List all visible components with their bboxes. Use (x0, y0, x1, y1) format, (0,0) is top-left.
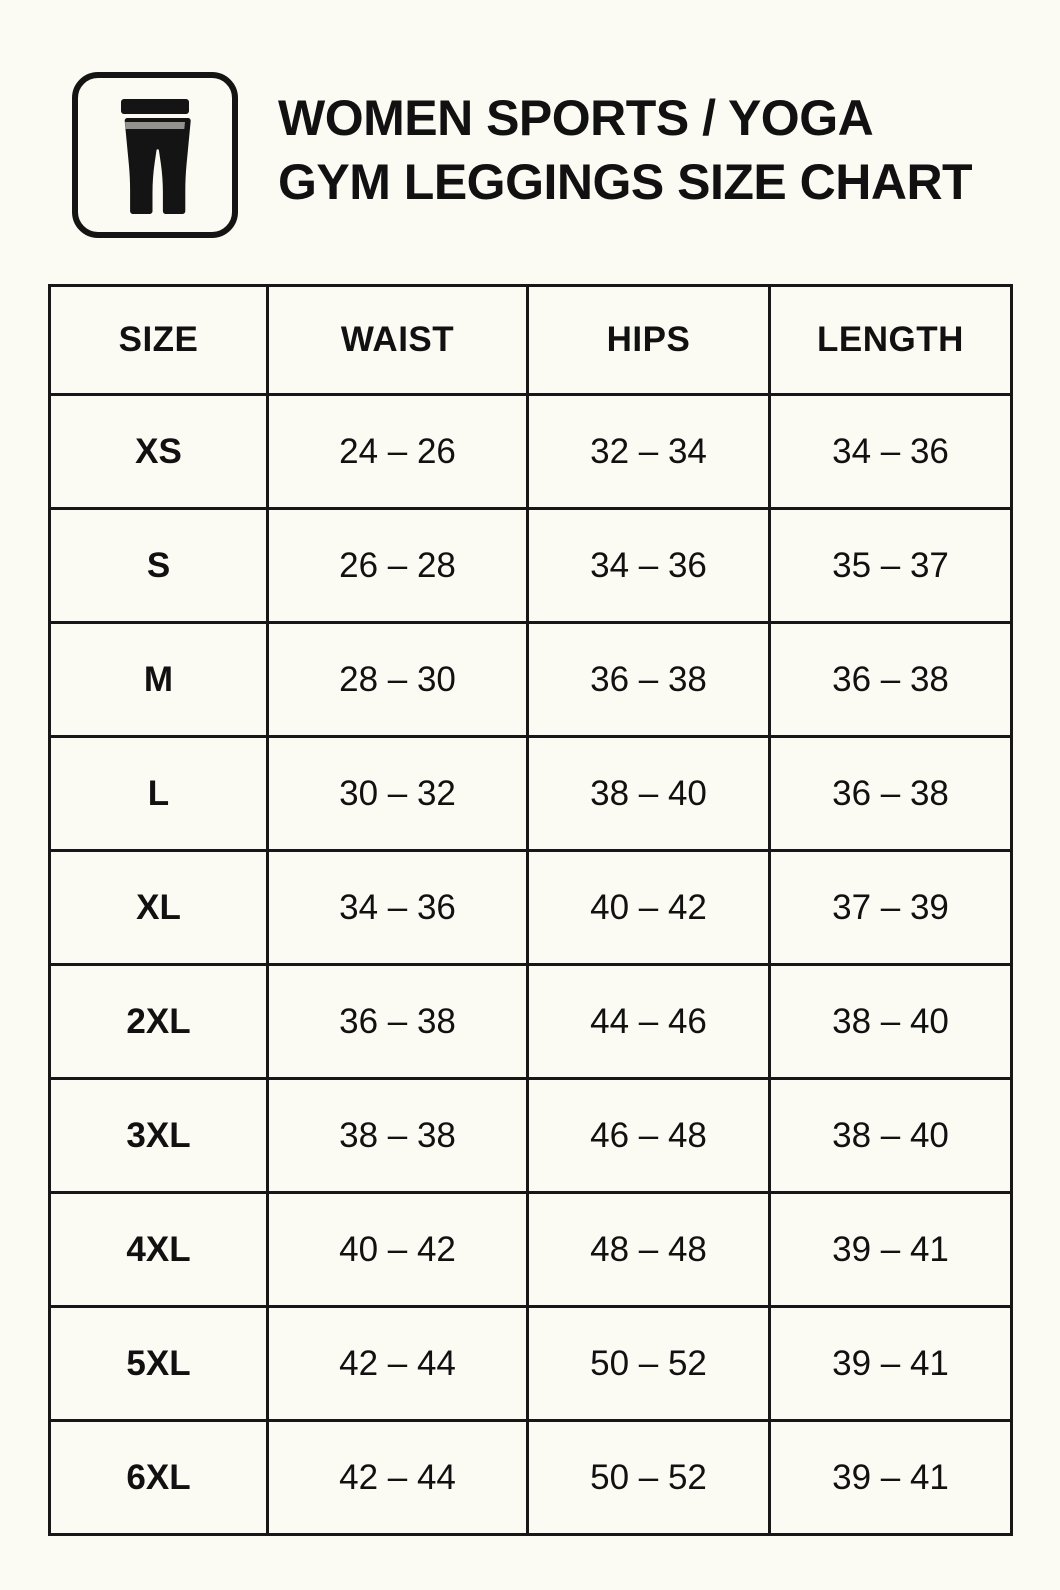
page-title (278, 72, 972, 214)
table-row (50, 1307, 1012, 1421)
cell-size: 5XL (50, 1307, 268, 1421)
size-chart-table-wrapper (48, 284, 1012, 1536)
cell-waist: 42 – 44 (268, 1421, 528, 1535)
table-row (50, 965, 1012, 1079)
cell-hips: 36 – 38 (528, 623, 770, 737)
cell-length: 35 – 37 (770, 509, 1012, 623)
cell-waist: 26 – 28 (268, 509, 528, 623)
page-title-line2: GYM LEGGINGS SIZE CHART (278, 154, 973, 210)
cell-hips: 50 – 52 (528, 1307, 770, 1421)
cell-hips: 34 – 36 (528, 509, 770, 623)
table-header-row (50, 286, 1012, 395)
cell-size: 4XL (50, 1193, 268, 1307)
cell-hips: 40 – 42 (528, 851, 770, 965)
cell-size: XS (50, 395, 268, 509)
cell-waist: 40 – 42 (268, 1193, 528, 1307)
cell-hips: 46 – 48 (528, 1079, 770, 1193)
column-header-waist: WAIST (268, 286, 528, 395)
table-row (50, 623, 1012, 737)
cell-length: 36 – 38 (770, 623, 1012, 737)
cell-hips: 48 – 48 (528, 1193, 770, 1307)
cell-waist: 42 – 44 (268, 1307, 528, 1421)
cell-length: 39 – 41 (770, 1193, 1012, 1307)
cell-waist: 30 – 32 (268, 737, 528, 851)
table-row (50, 851, 1012, 965)
cell-hips: 50 – 52 (528, 1421, 770, 1535)
cell-hips: 38 – 40 (528, 737, 770, 851)
cell-hips: 32 – 34 (528, 395, 770, 509)
cell-size: 6XL (50, 1421, 268, 1535)
column-header-hips: HIPS (528, 286, 770, 395)
table-row (50, 1421, 1012, 1535)
cell-length: 38 – 40 (770, 965, 1012, 1079)
page-header (0, 0, 1060, 238)
cell-size: M (50, 623, 268, 737)
cell-waist: 28 – 30 (268, 623, 528, 737)
column-header-size: SIZE (50, 286, 268, 395)
table-row (50, 395, 1012, 509)
cell-size: 3XL (50, 1079, 268, 1193)
cell-size: S (50, 509, 268, 623)
table-row (50, 1079, 1012, 1193)
cell-waist: 34 – 36 (268, 851, 528, 965)
cell-length: 38 – 40 (770, 1079, 1012, 1193)
table-row (50, 737, 1012, 851)
cell-length: 39 – 41 (770, 1421, 1012, 1535)
cell-waist: 38 – 38 (268, 1079, 528, 1193)
cell-waist: 24 – 26 (268, 395, 528, 509)
cell-hips: 44 – 46 (528, 965, 770, 1079)
cell-length: 36 – 38 (770, 737, 1012, 851)
leggings-icon (72, 72, 238, 238)
cell-length: 39 – 41 (770, 1307, 1012, 1421)
table-row (50, 1193, 1012, 1307)
table-row (50, 509, 1012, 623)
column-header-length: LENGTH (770, 286, 1012, 395)
cell-length: 34 – 36 (770, 395, 1012, 509)
cell-waist: 36 – 38 (268, 965, 528, 1079)
cell-size: XL (50, 851, 268, 965)
cell-length: 37 – 39 (770, 851, 1012, 965)
page-title-line1: WOMEN SPORTS / YOGA (278, 90, 874, 146)
size-chart-table (48, 284, 1013, 1536)
cell-size: 2XL (50, 965, 268, 1079)
cell-size: L (50, 737, 268, 851)
